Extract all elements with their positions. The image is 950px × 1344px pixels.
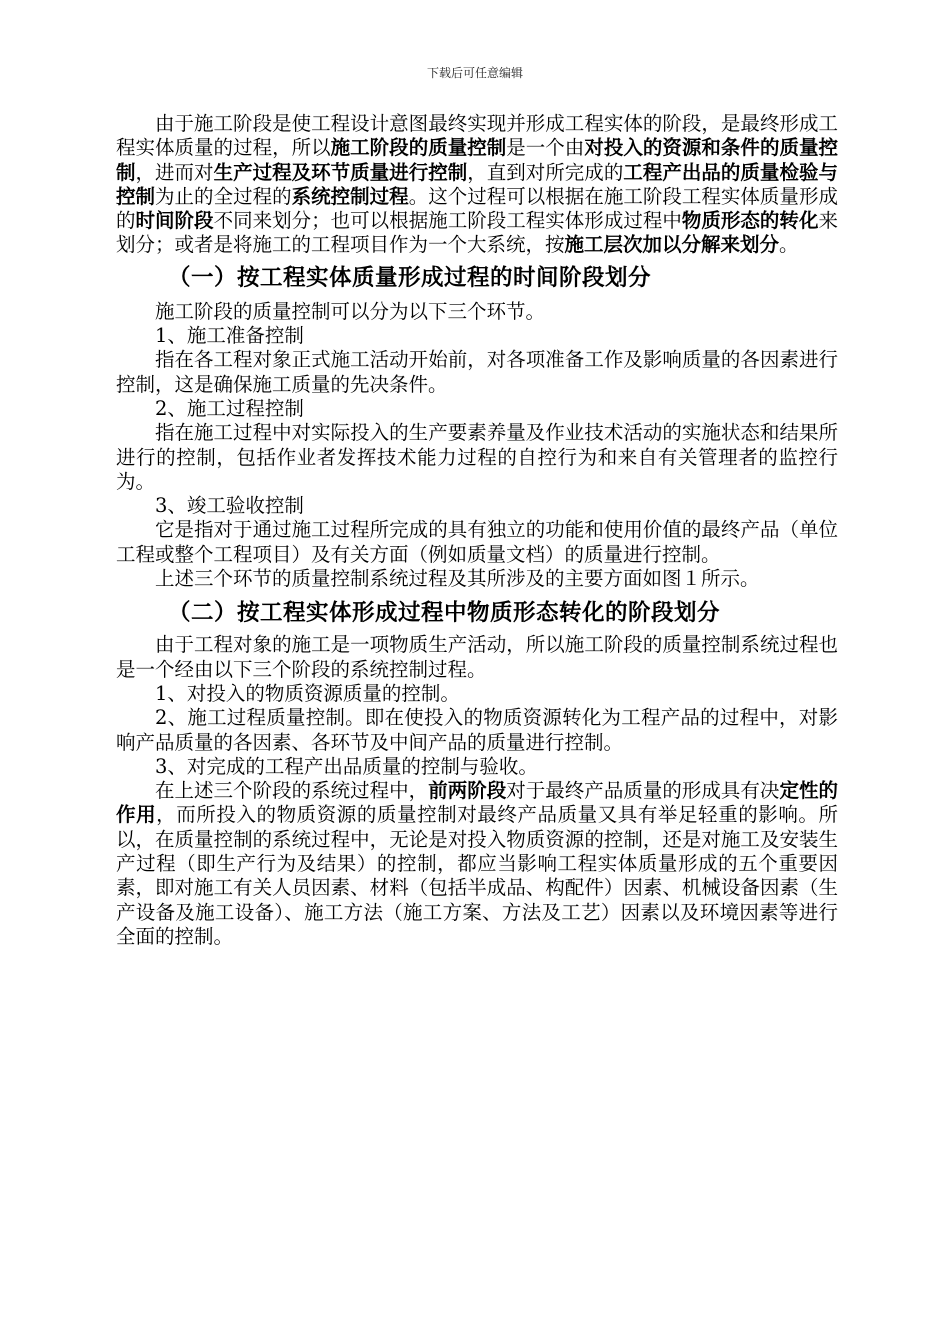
section-1-item-title: 3、竣工验收控制 [155,494,304,518]
section-2-heading: （二）按工程实体形成过程中物质形态转化的阶段划分 [168,600,721,627]
intro-bold-5: 系统控制过程 [291,184,409,208]
section-1-heading: （一）按工程实体质量形成过程的时间阶段划分 [168,264,652,291]
intro-text-5: 为止的全过程的 [155,184,292,208]
intro-bold-4: 工程产出品的质量检验与控制 [116,160,838,208]
intro-bold-1: 施工阶段的质量控制 [330,136,507,160]
intro-text-9: 。 [779,233,799,257]
final-text-2: 对于最终产品质量的形成具有决 [506,779,780,803]
section-2-final-paragraph [116,779,838,949]
section-2-paragraph: 由于工程对象的施工是一项物质生产活动，所以施工阶段的质量控制系统过程也是一个经由以下三个阶段的系统控制过程。 [116,633,838,681]
section-1-paragraph: 施工阶段的质量控制可以分为以下三个环节。 [155,299,546,323]
section-1-item-title: 1、施工准备控制 [155,324,304,348]
section-1-item-title: 2、施工过程控制 [155,396,304,420]
intro-text-2: 是一个由 [506,136,585,160]
document-body [116,112,838,949]
intro-text-7: 不同来划分；也可以根据施工阶段工程实体形成过程中 [213,209,682,233]
final-text-3: ，而所投入的物质资源的质量控制对最终产品质量又具有举足轻重的影响。所以，在质量控制的系统过程中，无论是对投入物质资源的控制，还是对施工及安装生产过程（即生产行为及结果）的控制，都应当影响工程实体质量形成的五个重要因素，即对施工有关人员因素、材料（包括半成品、构配件）因素、机械设备因素（生产设备及施工设备）、施工方法（施工方案、方法及工艺）因素以及环境因素等进行全面的控制。 [116,803,838,948]
intro-bold-8: 施工层次加以分解来划分 [564,233,780,257]
section-1-paragraph: 指在各工程对象正式施工活动开始前，对各项准备工作及影响质量的各因素进行控制，这是确保施工质量的先决条件。 [116,348,838,396]
page-header: 下载后可任意编辑 [426,66,523,80]
intro-bold-2: 对投入的资源和条件的质量控制 [116,136,838,184]
intro-text-1: 由于施工阶段是使工程设计意图最终实现并形成工程实体的阶段，是最终形成工程实体质量的过程，所以 [116,112,838,160]
intro-paragraph [116,112,838,258]
section-2-paragraph: 3、对完成的工程产出品质量的控制与验收。 [155,754,538,778]
section-2-paragraph: 1、对投入的物质资源质量的控制。 [155,681,460,705]
intro-text-4: ，直到对所完成的 [467,160,624,184]
intro-text-6: 。这个过程可以根据在施工阶段工程实体质量形成的 [116,184,838,233]
section-1-paragraph: 它是指对于通过施工过程所完成的具有独立的功能和使用价值的最终产品（单位工程或整个工程项目）及有关方面（例如质量文档）的质量进行控制。 [116,518,838,566]
section-1-paragraph: 指在施工过程中对实际投入的生产要素养量及作业技术活动的实施状态和结果所进行的控制，包括作业者发挥技术能力过程的自控行为和来自有关管理者的监控行为。 [116,421,838,493]
final-bold-2: 定性的作用 [116,779,838,827]
intro-text-8: 来划分；或者是将施工的工程项目作为一个大系统，按 [116,209,838,257]
section-2-paragraph: 2、施工过程质量控制。即在使投入的物质资源转化为工程产品的过程中，对影响产品质量的各因素、各环节及中间产品的质量进行控制。 [116,706,838,754]
final-bold-1: 前两阶段 [428,779,507,803]
intro-bold-3: 生产过程及环节质量进行控制 [213,160,468,184]
section-1-paragraph: 上述三个环节的质量控制系统过程及其所涉及的主要方面如图１所示。 [155,567,760,591]
intro-bold-6: 时间阶段 [135,209,214,233]
final-text-1: 在上述三个阶段的系统过程中， [155,779,429,803]
intro-bold-7: 物质形态的转化 [681,209,819,233]
intro-text-3: ，进而对 [135,160,214,184]
